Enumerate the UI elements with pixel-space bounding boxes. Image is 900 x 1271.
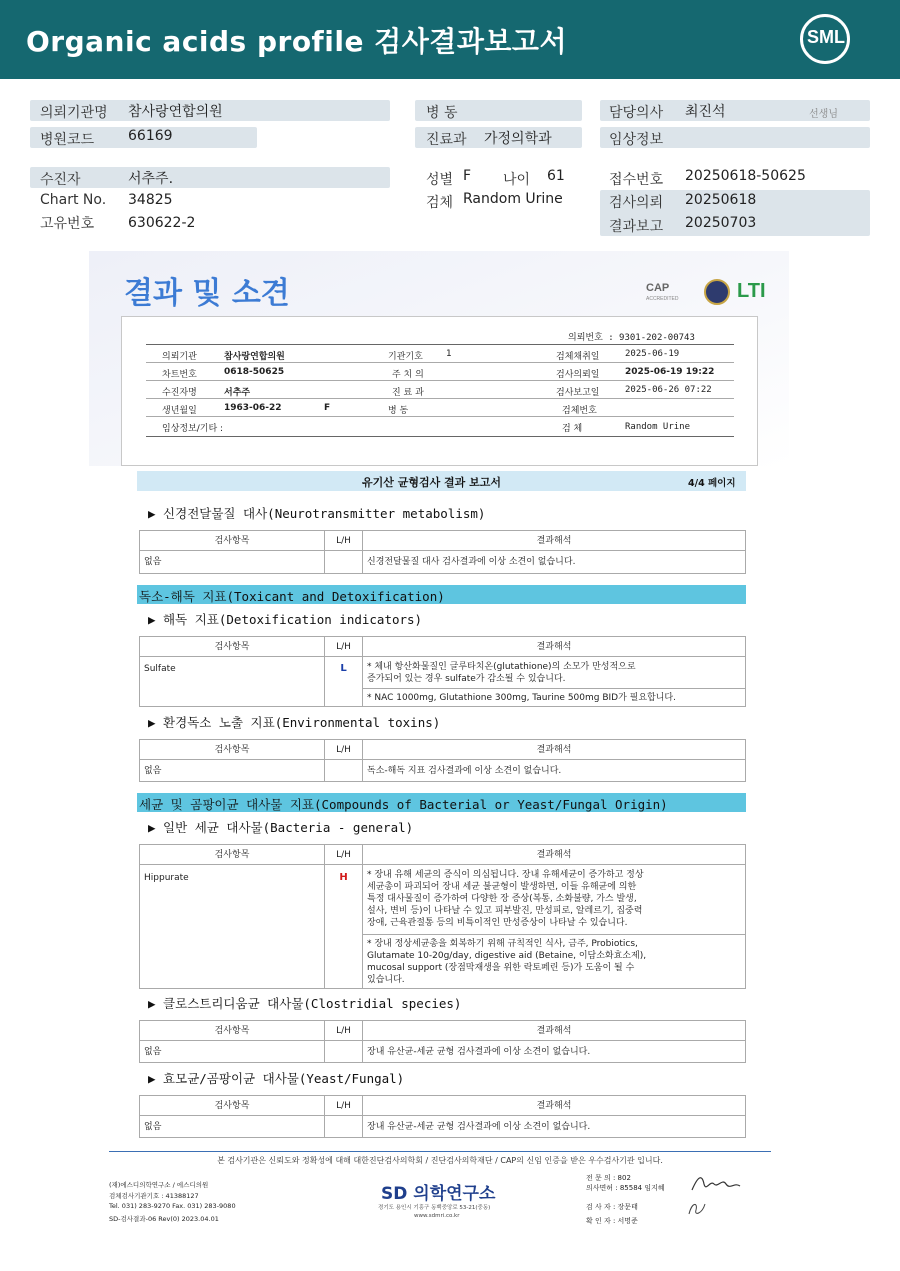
pb-r2-value1: 0618-50625 xyxy=(224,367,285,377)
specimen-label: 검체 xyxy=(426,195,454,211)
col-item-header: 검사항목 xyxy=(140,1021,325,1041)
col-item-header: 검사항목 xyxy=(140,637,325,657)
page-title: Organic acids profile 검사결과보고서 xyxy=(26,25,568,58)
clostridia-table xyxy=(139,1020,746,1063)
detox-table xyxy=(139,636,746,707)
col-lh-header: L/H xyxy=(325,637,363,657)
yeast-item: 없음 xyxy=(140,1116,325,1138)
neuro-item: 없음 xyxy=(140,551,325,574)
bact-item: Hippurate xyxy=(140,865,325,989)
sd-address: 경기도 용인시 기흥구 동백중앙로 53-21(중동) xyxy=(378,1205,491,1211)
bact-text-2 xyxy=(363,935,746,989)
tester-line: 검 사 자 : 장문태 xyxy=(586,1203,638,1211)
high-flag: H xyxy=(339,872,348,883)
pb-r3-label2: 진 료 과 xyxy=(392,388,424,398)
pb-r4-label3: 검체번호 xyxy=(562,406,597,416)
col-interp-header: 결과해석 xyxy=(363,740,746,760)
pb-r3-label1: 수진자명 xyxy=(162,388,197,398)
footer-rev: SD-검사결과-06 Rev(0) 2023.04.01 xyxy=(109,1215,219,1223)
neuro-table xyxy=(139,530,746,574)
bact-flag xyxy=(325,865,363,989)
pb-r1-label3: 검체채취일 xyxy=(556,352,600,362)
lti-logo-icon: LTI xyxy=(737,280,766,302)
footer-org: (재)에스디의학연구소 / 에스디의원 xyxy=(109,1181,209,1189)
divider xyxy=(146,416,734,417)
pb-r1-value2: 1 xyxy=(446,349,452,359)
footer-divider xyxy=(109,1151,771,1152)
unique-value: 630622-2 xyxy=(128,215,196,231)
col-lh-header: L/H xyxy=(325,845,363,865)
bact-line-4: 설사, 변비 등)이 나타날 수 있고 피부발진, 만성피로, 알레르기, 집중력 xyxy=(367,906,643,916)
yeast-table xyxy=(139,1095,746,1138)
col-interp-header: 결과해석 xyxy=(363,845,746,865)
pb-r4-value1: 1963-06-22 xyxy=(224,403,282,413)
doctor-suffix: 선생님 xyxy=(809,109,838,120)
bact-line-1: * 장내 유해 세균의 증식이 의심됩니다. 장내 유해세균이 증가하고 정상 xyxy=(367,870,644,880)
dept-label: 진료과 xyxy=(426,132,467,148)
bact-line-9: 있습니다. xyxy=(367,975,405,985)
seal-icon xyxy=(704,279,730,305)
pb-r2-value3: 2025-06-19 19:22 xyxy=(625,367,715,377)
pb-r3-value1: 서추주 xyxy=(224,388,251,398)
pb-r4-label2: 병 동 xyxy=(388,406,409,416)
low-flag: L xyxy=(340,663,347,674)
report-label: 결과보고 xyxy=(609,219,664,235)
patient-value: 서추주. xyxy=(128,171,174,187)
env-heading: ▶ 환경독소 노출 지표(Environmental toxins) xyxy=(148,715,441,730)
col-item-header: 검사항목 xyxy=(140,845,325,865)
detox-text-2: * NAC 1000mg, Glutathione 300mg, Taurine 500mg BID가 필요합니다. xyxy=(363,689,746,707)
divider xyxy=(146,436,734,437)
pb-r2-label1: 차트번호 xyxy=(162,370,197,380)
patient-bar xyxy=(30,167,390,188)
bact-text-1 xyxy=(363,865,746,935)
bact-heading: ▶ 일반 세균 대사물(Bacteria - general) xyxy=(148,820,414,835)
toxicant-section-title: 독소-해독 지표(Toxicant and Detoxification) xyxy=(139,589,445,604)
col-lh-header: L/H xyxy=(325,1096,363,1116)
pb-r4-sex: F xyxy=(324,403,331,413)
pb-r3-label3: 검사보고일 xyxy=(556,388,600,398)
divider xyxy=(146,398,734,399)
footer-note: 본 검사기관은 신뢰도와 정확성에 대해 대한진단검사의학회 / 진단검사의학재단 / CAP의 신임 인증을 받은 우수검사기관 입니다. xyxy=(217,1156,663,1165)
specimen-value: Random Urine xyxy=(463,191,563,207)
col-lh-header: L/H xyxy=(325,1021,363,1041)
sd-website: www.sdmri.co.kr xyxy=(414,1213,460,1219)
age-value: 61 xyxy=(547,168,565,184)
sex-value: F xyxy=(463,168,472,184)
bact-line-6: * 장내 정상세균총을 회복하기 위해 규칙적인 식사, 금주, Probiotics, xyxy=(367,939,638,949)
report-subtitle: 유기산 균형검사 결과 보고서 xyxy=(362,476,501,489)
unique-label: 고유번호 xyxy=(40,216,95,232)
sd-logo: SD 의학연구소 xyxy=(381,1184,496,1204)
receipt-value: 20250618-50625 xyxy=(685,168,806,184)
sex-label: 성별 xyxy=(426,172,454,188)
detox-text-1 xyxy=(363,657,746,689)
signature-icon xyxy=(688,1170,744,1196)
chart-label: Chart No. xyxy=(40,192,107,208)
detox-text-1a: * 체내 항산화물질인 글루타치온(glutathione)의 소모가 만성적으로 xyxy=(367,662,636,672)
doctor-label: 담당의사 xyxy=(609,105,664,121)
pb-r4-label1: 생년월일 xyxy=(162,406,197,416)
dept-value: 가정의학과 xyxy=(484,131,552,147)
col-item-header: 검사항목 xyxy=(140,740,325,760)
clostridia-flag xyxy=(325,1041,363,1063)
bact-line-7: Glutamate 10-20g/day, digestive aid (Betaine, 이담소화효소제), xyxy=(367,951,647,961)
hospital-code-value: 66169 xyxy=(128,128,173,144)
bact-line-5: 장애, 근육관절통 등의 비특이적인 만성증상이 나타날 수 있습니다. xyxy=(367,918,628,928)
env-flag xyxy=(325,760,363,782)
cap-logo-icon: CAP xyxy=(646,282,670,294)
cap-accredited-text: ACCREDITED xyxy=(646,296,679,302)
request-number: 의뢰번호 : 9301-202-00743 xyxy=(568,333,695,343)
bact-line-2: 세균총이 파괴되어 장내 세균 불균형이 발생하면, 이들 유해균에 의한 xyxy=(367,882,637,892)
col-interp-header: 결과해석 xyxy=(363,531,746,551)
stamp-signature-icon xyxy=(686,1198,708,1220)
footer-phone: Tel. 031) 283-9270 Fax. 031) 283-9080 xyxy=(109,1202,236,1210)
env-item: 없음 xyxy=(140,760,325,782)
divider xyxy=(146,380,734,381)
divider xyxy=(146,362,734,363)
detox-flag xyxy=(325,657,363,707)
patient-label: 수진자 xyxy=(40,172,81,188)
request-label: 검사의뢰 xyxy=(609,195,664,211)
pb-r5-label2: 검 체 xyxy=(562,424,583,434)
env-text: 독소-해독 지표 검사결과에 이상 소견이 없습니다. xyxy=(363,760,746,782)
pb-r1-label2: 기관기호 xyxy=(388,352,423,362)
pb-r1-value3: 2025-06-19 xyxy=(625,349,680,359)
col-item-header: 검사항목 xyxy=(140,1096,325,1116)
neuro-heading: ▶ 신경전달물질 대사(Neurotransmitter metabolism) xyxy=(148,506,486,521)
col-lh-header: L/H xyxy=(325,740,363,760)
yeast-text: 장내 유산균-세균 균형 검사결과에 이상 소견이 없습니다. xyxy=(363,1116,746,1138)
neuro-flag xyxy=(325,551,363,574)
col-item-header: 검사항목 xyxy=(140,531,325,551)
pb-r2-label3: 검사의뢰일 xyxy=(556,370,600,380)
bact-line-8: mucosal support (장점막재생을 위한 락토페린 등)가 도움이 될 수 xyxy=(367,963,635,973)
col-interp-header: 결과해석 xyxy=(363,1021,746,1041)
request-value: 20250618 xyxy=(685,192,757,208)
doctor-value: 최진석 xyxy=(685,104,726,120)
clostridia-item: 없음 xyxy=(140,1041,325,1063)
report-value: 20250703 xyxy=(685,215,757,231)
col-interp-header: 결과해석 xyxy=(363,1096,746,1116)
detox-heading: ▶ 해독 지표(Detoxification indicators) xyxy=(148,612,423,627)
confirmer-line: 확 인 자 : 서명준 xyxy=(586,1217,638,1225)
divider xyxy=(146,344,734,345)
page-indicator: 4/4 페이지 xyxy=(688,478,736,489)
bact-table xyxy=(139,844,746,989)
chart-value: 34825 xyxy=(128,192,173,208)
yeast-heading: ▶ 효모균/곰팡이균 대사물(Yeast/Fungal) xyxy=(148,1071,405,1086)
sml-logo-text: SML xyxy=(807,27,845,47)
detox-item: Sulfate xyxy=(140,657,325,707)
pb-r1-label1: 의뢰기관 xyxy=(162,352,197,362)
report-title: 결과 및 소견 xyxy=(124,276,290,311)
bacterial-section-title: 세균 및 곰팡이균 대사물 지표(Compounds of Bacterial or Yeast/Fungal Origin) xyxy=(139,797,668,812)
footer-code: 검체검사기관기호 : 41388127 xyxy=(109,1192,199,1200)
pb-r5-label1: 임상정보/기타 : xyxy=(162,424,224,434)
age-label: 나이 xyxy=(503,172,531,188)
col-interp-header: 결과해석 xyxy=(363,637,746,657)
pb-r1-value1: 참사랑연합의원 xyxy=(224,352,285,362)
specialist-line: 전 문 의 : 802 xyxy=(586,1174,631,1182)
clinical-label: 임상정보 xyxy=(609,132,664,148)
pb-r3-value3: 2025-06-26 07:22 xyxy=(625,385,712,395)
pb-r5-value2: Random Urine xyxy=(625,422,691,432)
bact-line-3: 특정 대사물질이 증가하여 다양한 장 증상(복통, 소화불량, 가스 발생, xyxy=(367,894,637,904)
pb-r2-label2: 주 치 의 xyxy=(392,370,424,380)
receipt-label: 접수번호 xyxy=(609,172,664,188)
ward-label: 병 동 xyxy=(426,105,458,121)
neuro-text: 신경전달물질 대사 검사결과에 이상 소견이 없습니다. xyxy=(363,551,746,574)
hospital-code-label: 병원코드 xyxy=(40,132,95,148)
env-table xyxy=(139,739,746,782)
license-line: 의사면허 : 85584 임지혜 xyxy=(586,1184,665,1192)
detox-text-1b: 증가되어 있는 경우 sulfate가 감소될 수 있습니다. xyxy=(367,674,566,684)
institution-label: 의뢰기관명 xyxy=(40,105,108,121)
clostridia-heading: ▶ 클로스트리디움균 대사물(Clostridial species) xyxy=(148,996,462,1011)
institution-value: 참사랑연합의원 xyxy=(128,104,223,120)
yeast-flag xyxy=(325,1116,363,1138)
col-lh-header: L/H xyxy=(325,531,363,551)
clostridia-text: 장내 유산균-세균 균형 검사결과에 이상 소견이 없습니다. xyxy=(363,1041,746,1063)
